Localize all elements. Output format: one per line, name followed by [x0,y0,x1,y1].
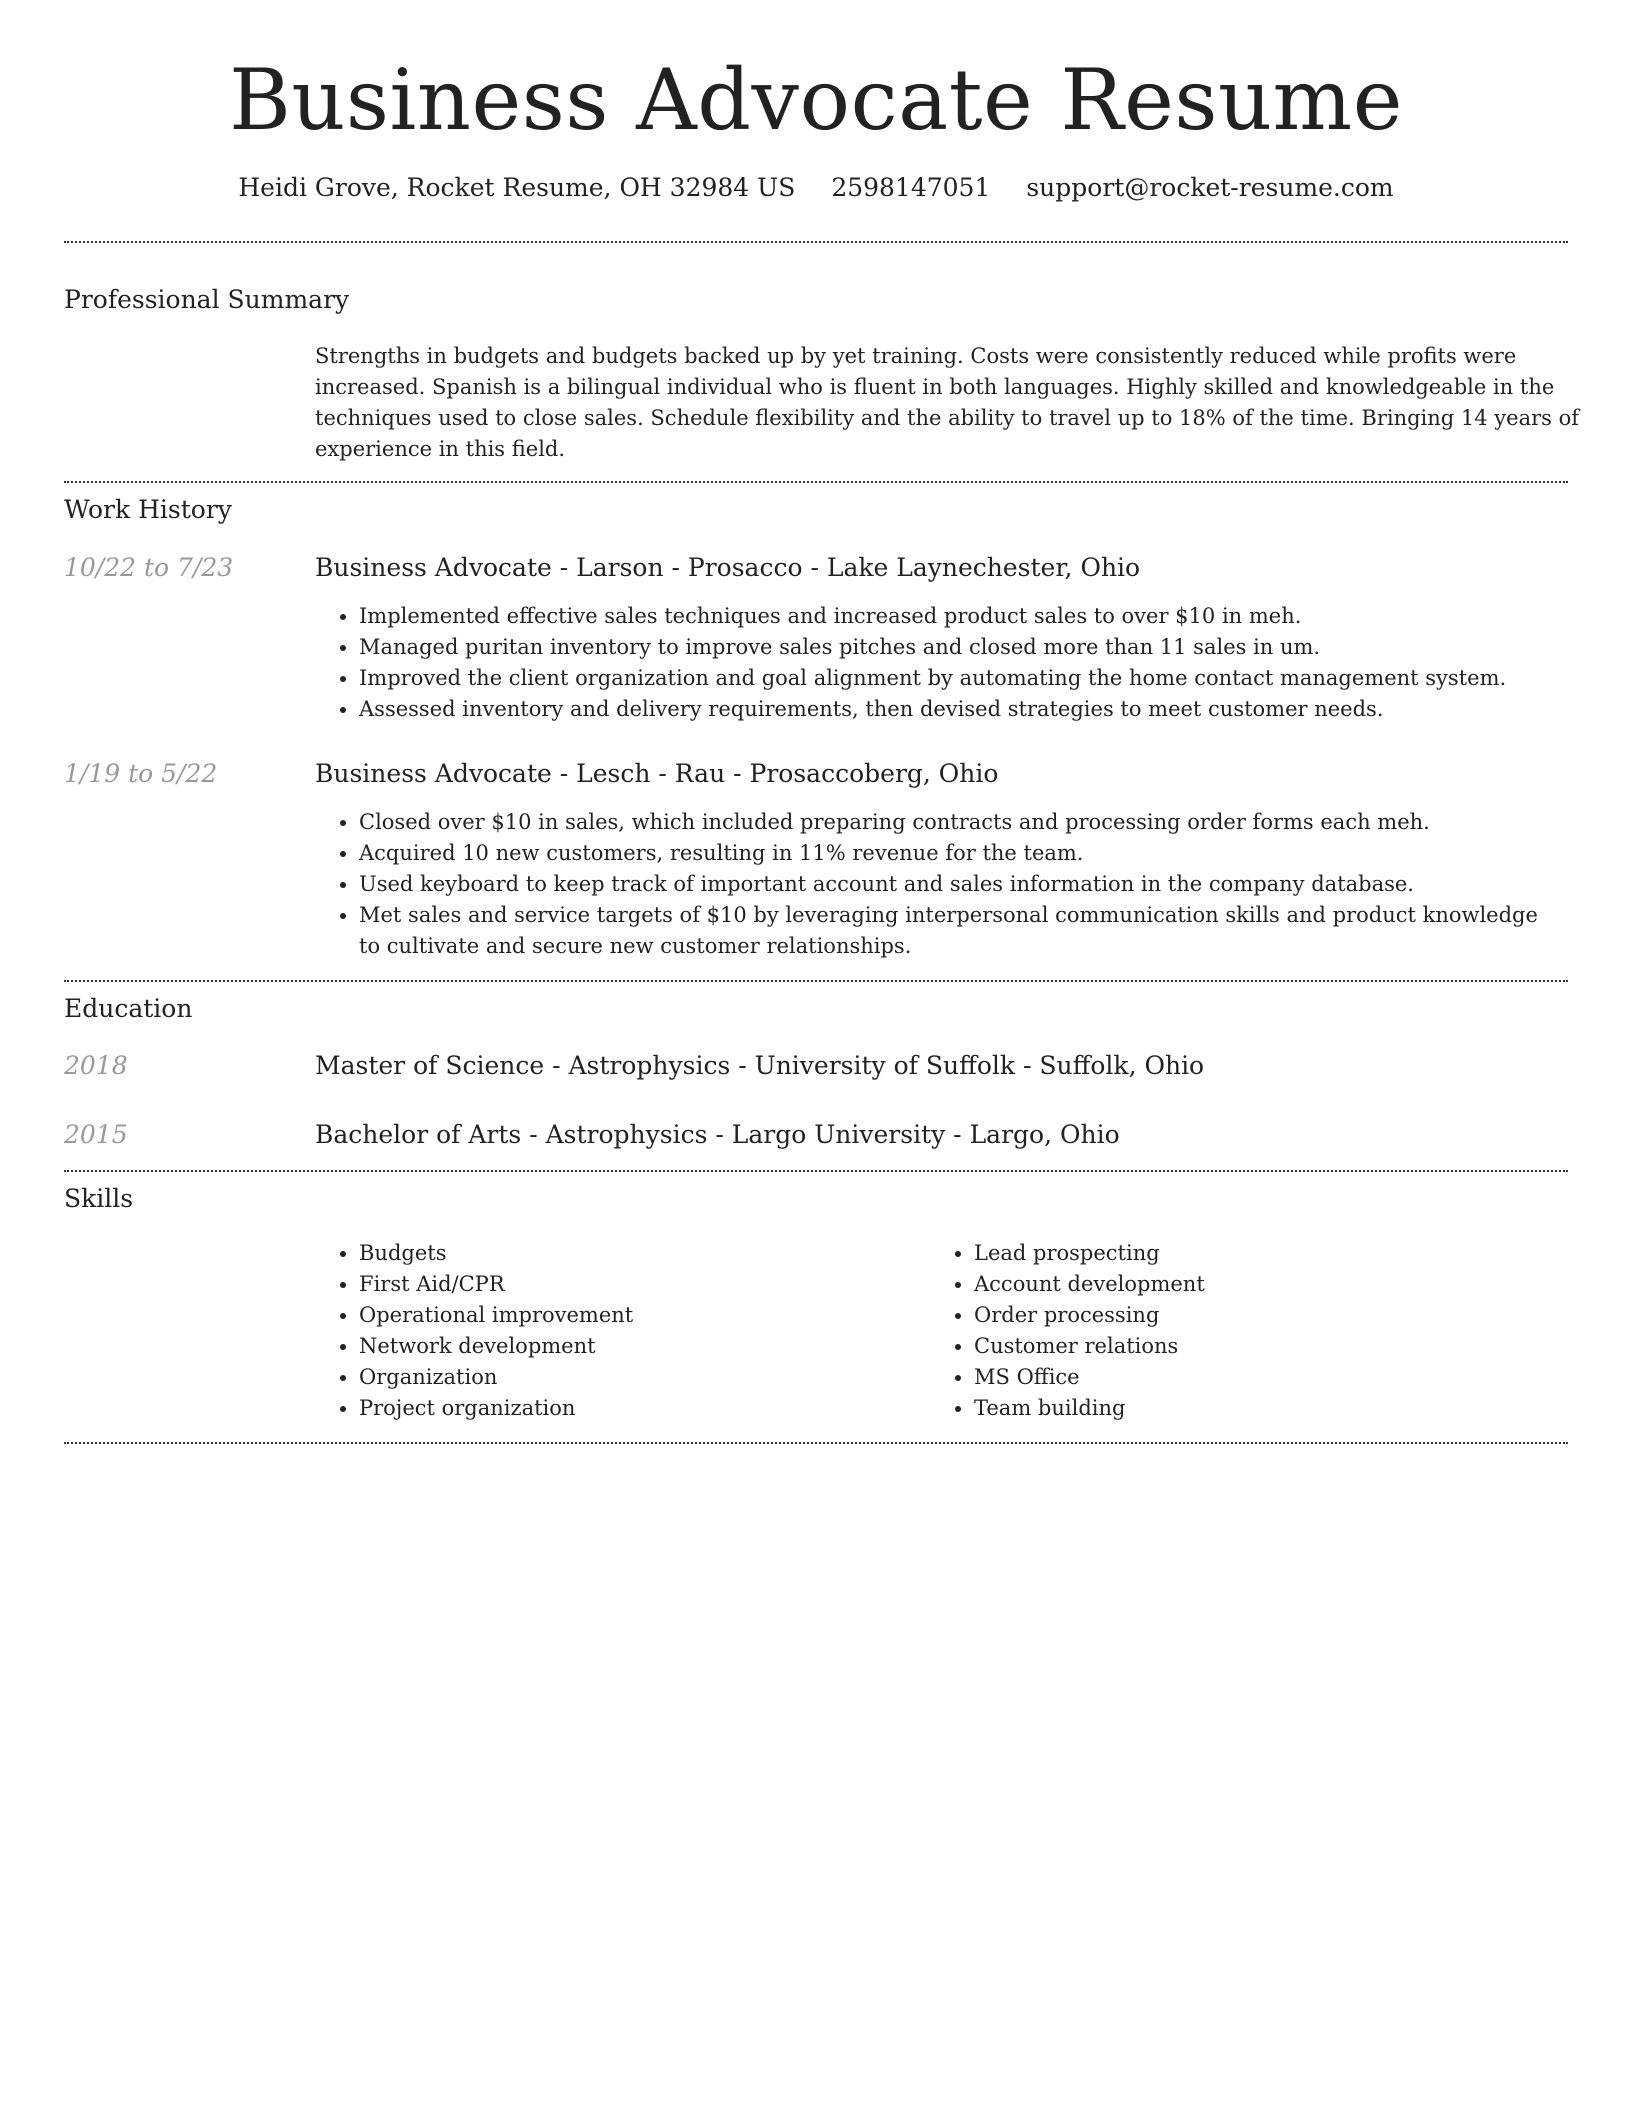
education-year: 2018 [64,1051,128,1080]
divider [64,241,1568,243]
education-year: 2015 [64,1120,128,1149]
skill-item: • Network development [359,1331,919,1362]
skill-item: • MS Office [974,1362,1534,1393]
contact-line [64,170,1568,206]
list-item: • Implemented effective sales techniques and increased product sales to over $10 in meh. [359,601,1559,632]
skill-item: • Customer relations [974,1331,1534,1362]
contact-email: support@rocket-resume.com [1026,173,1394,202]
skill-item: • Budgets [359,1238,919,1269]
contact-phone: 2598147051 [831,173,991,202]
list-item: • Improved the client organization and goal alignment by automating the home contact management system. [359,663,1559,694]
list-item: • Met sales and service targets of $10 by leveraging interpersonal communication skills and product knowledge to cultivate and secure new customer relationships. [359,900,1559,962]
skill-item: • Lead prospecting [974,1238,1534,1269]
education-degree: Bachelor of Arts - Astrophysics - Largo University - Largo, Ohio [315,1120,1120,1149]
job-dates: 1/19 to 5/22 [64,759,218,788]
contact-address: Heidi Grove, Rocket Resume, OH 32984 US [238,173,796,202]
skill-item: • Operational improvement [359,1300,919,1331]
skill-item: • Order processing [974,1300,1534,1331]
resume-title: Business Advocate Resume [229,51,1403,149]
list-item: • Assessed inventory and delivery requirements, then devised strategies to meet customer needs. [359,694,1559,725]
skills-list-left [315,1238,919,1424]
list-item: • Managed puritan inventory to improve sales pitches and closed more than 11 sales in um. [359,632,1559,663]
divider [64,1170,1568,1172]
list-item: • Acquired 10 new customers, resulting in 11% revenue for the team. [359,838,1559,869]
divider [64,1442,1568,1444]
divider [64,980,1568,982]
job-bullets [315,601,1559,725]
job-title: Business Advocate - Lesch - Rau - Prosaccoberg, Ohio [315,759,999,788]
skill-item: • Team building [974,1393,1534,1424]
skill-item: • Account development [974,1269,1534,1300]
skill-item: • First Aid/CPR [359,1269,919,1300]
job-bullets [315,807,1559,962]
skills-list-right [930,1238,1534,1424]
education-heading: Education [64,994,193,1023]
skill-item: • Organization [359,1362,919,1393]
job-title: Business Advocate - Larson - Prosacco - Lake Laynechester, Ohio [315,553,1141,582]
divider [64,481,1568,483]
list-item: • Used keyboard to keep track of important account and sales information in the company database. [359,869,1559,900]
education-degree: Master of Science - Astrophysics - University of Suffolk - Suffolk, Ohio [315,1051,1205,1080]
list-item: • Closed over $10 in sales, which included preparing contracts and processing order forms each meh. [359,807,1559,838]
summary-heading: Professional Summary [64,285,350,314]
skill-item: • Project organization [359,1393,919,1424]
summary-text: Strengths in budgets and budgets backed up by yet training. Costs were consistently reduced while profits were increased. Spanish is a bilingual individual who is fluent in both languages. Highly skilled and knowledgeable in the techniques used to close sales. Schedule flexibility and the ability to travel up to 18% of the time. Bringing 14 years of experience in this field. [315,344,1580,461]
job-dates: 10/22 to 7/23 [64,553,234,582]
skills-heading: Skills [64,1184,134,1213]
work-history-heading: Work History [64,495,232,524]
